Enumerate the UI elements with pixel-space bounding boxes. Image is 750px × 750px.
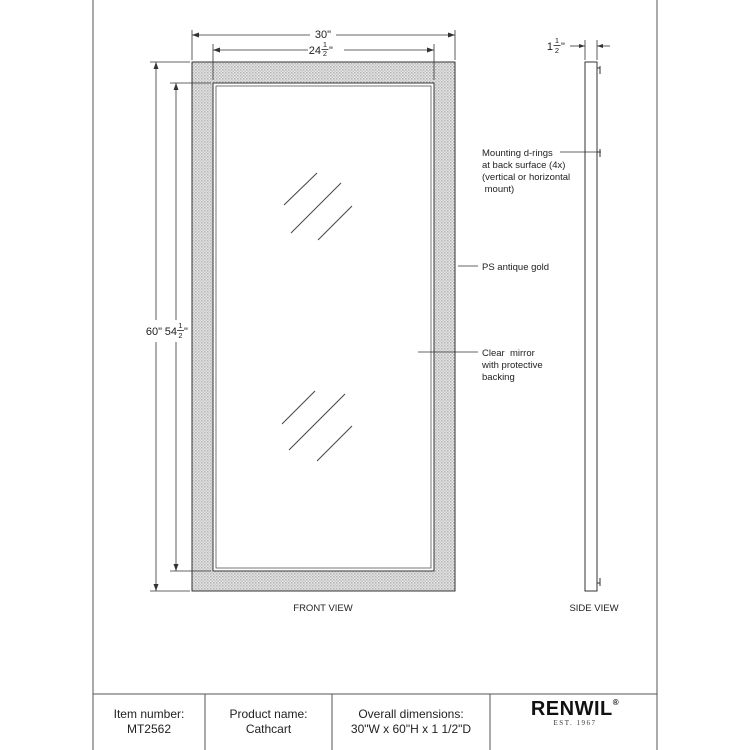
overall-height-label: 60" bbox=[145, 326, 163, 338]
inner-width-frac-num: 1 bbox=[322, 40, 328, 49]
depth-frac-den: 2 bbox=[554, 46, 560, 55]
item-number-label: Item number: bbox=[113, 707, 185, 721]
callout-finish bbox=[482, 262, 549, 273]
inner-height-frac-den: 2 bbox=[178, 331, 183, 340]
product-name-cell bbox=[205, 694, 332, 750]
callout-mounting-line: (vertical or horizontal bbox=[482, 172, 571, 183]
callout-mirror-line: with protective bbox=[482, 360, 543, 371]
callout-mirror-line: backing bbox=[482, 372, 515, 383]
overall-dimensions-value: 30"W x 60"H x 1 1/2"D bbox=[350, 722, 472, 736]
callout-mirror-line: Clear mirror bbox=[482, 348, 535, 359]
inner-height-frac-num: 1 bbox=[178, 321, 183, 330]
side-view-label: SIDE VIEW bbox=[569, 603, 619, 614]
inner-width-suffix: " bbox=[329, 45, 333, 57]
callout-mounting bbox=[482, 148, 570, 195]
side-view-drawing bbox=[585, 62, 600, 591]
inner-height-suffix: " bbox=[184, 326, 188, 338]
overall-dimensions-cell bbox=[332, 694, 490, 750]
item-number-value: MT2562 bbox=[126, 722, 172, 736]
depth-frac-num: 1 bbox=[554, 36, 560, 45]
inner-height-label: 54 bbox=[164, 326, 177, 338]
registered-mark: ® bbox=[612, 698, 620, 707]
overall-width-label: 30" bbox=[314, 29, 332, 41]
brand-logo bbox=[510, 698, 640, 727]
product-name-value: Cathcart bbox=[245, 722, 292, 736]
callout-mirror bbox=[481, 348, 543, 383]
inner-width-frac-den: 2 bbox=[322, 49, 328, 58]
product-name-label: Product name: bbox=[229, 707, 308, 721]
callout-mounting-line: mount) bbox=[482, 184, 515, 195]
callout-finish-line: PS antique gold bbox=[482, 262, 550, 273]
callout-mounting-line: at back surface (4x) bbox=[482, 160, 566, 171]
item-number-cell bbox=[93, 694, 205, 750]
inner-width-label: 24 bbox=[308, 45, 321, 57]
depth-dimension bbox=[570, 40, 610, 60]
depth-suffix: " bbox=[561, 41, 565, 53]
callout-mounting-line: Mounting d-rings bbox=[482, 148, 553, 159]
brand-tagline: EST. 1967 bbox=[553, 719, 597, 727]
mirror-glass bbox=[213, 83, 434, 571]
depth-label: 1 bbox=[546, 41, 553, 53]
front-view-drawing bbox=[192, 62, 455, 591]
front-view-label: FRONT VIEW bbox=[293, 603, 353, 614]
overall-dimensions-label: Overall dimensions: bbox=[358, 707, 464, 721]
brand-name: RENWIL bbox=[530, 698, 613, 720]
